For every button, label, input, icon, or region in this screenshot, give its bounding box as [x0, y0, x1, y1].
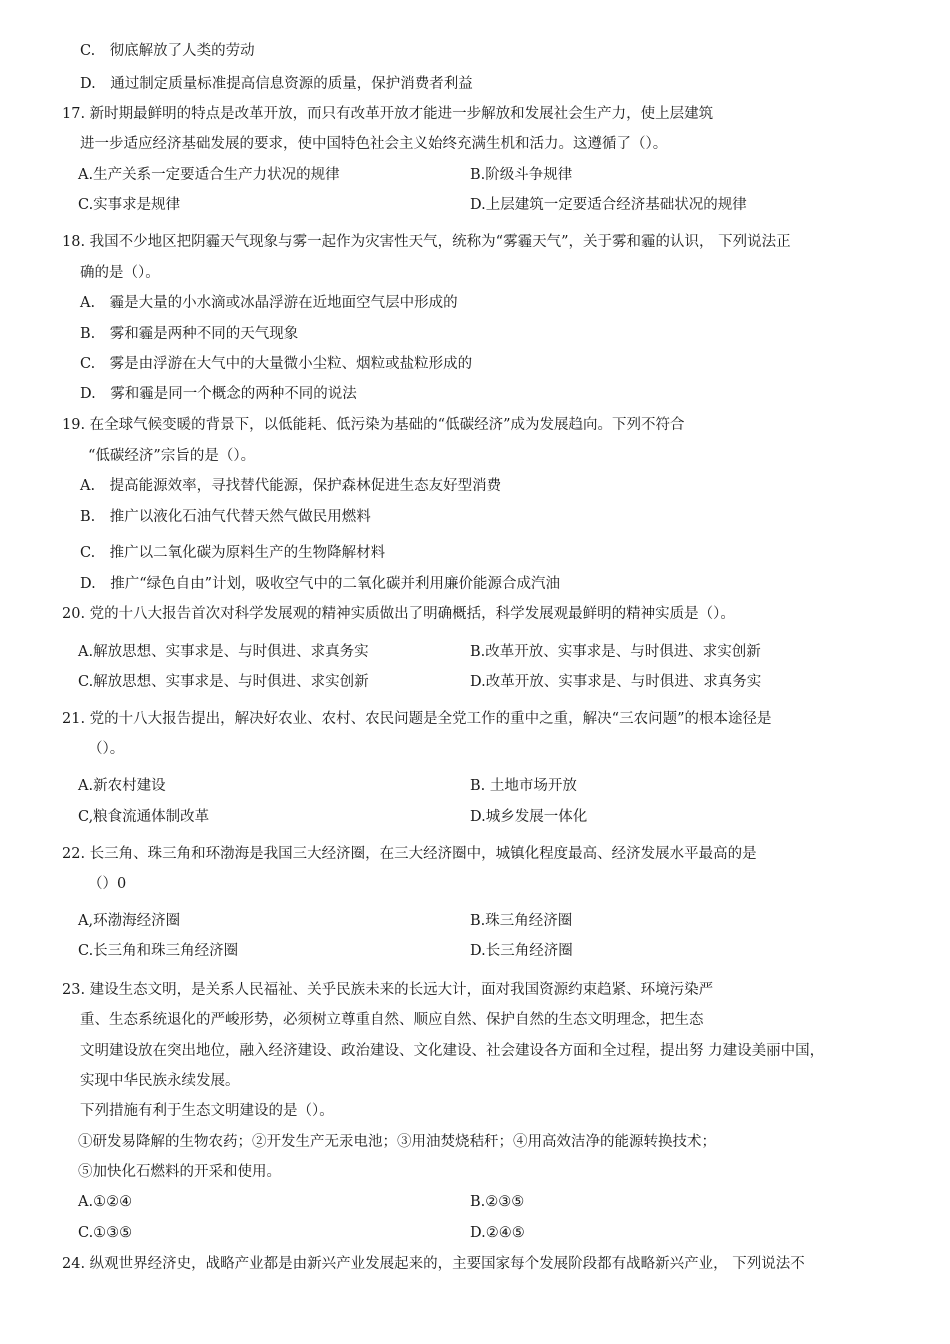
q23-option-d: D.②④⑤ [470, 1225, 525, 1241]
q21-stem-line2: （）。 [88, 741, 125, 757]
q17-option-a: A.生产关系一定要适合生产力状况的规律 [78, 167, 340, 183]
q19-option-a: A. 提高能源效率，寻找替代能源，保护森林促进生态友好型消费 [80, 478, 502, 494]
q23-stem-line2: 重、生态系统退化的严峻形势，必须树立尊重自然、顺应自然、保护自然的生态文明理念，把生态 [80, 1012, 704, 1028]
q17-stem-line2: 进一步适应经济基础发展的要求，使中国特色社会主义始终充满生机和活力。这遵循了（）。 [80, 136, 668, 152]
q20-option-d: D.改革开放、实事求是、与时俱进、求真务实 [470, 674, 762, 690]
q17-option-b: B.阶级斗争规律 [470, 167, 573, 183]
q21-option-a: A.新农村建设 [78, 778, 166, 794]
q18-option-c: C. 雾是由浮游在大气中的大量微小尘粒、烟粒或盐粒形成的 [80, 356, 473, 372]
q18-stem-line1: 18. 我国不少地区把阴霾天气现象与雾一起作为灾害性天气，统称为“雾霾天气”，关于雾和霾的认识， 下列说法正 [62, 234, 791, 250]
q22-stem-line2: （）0 [88, 876, 127, 892]
q21-option-c: C,粮食流通体制改革 [78, 809, 210, 825]
q18-stem-line2: 确的是（）。 [80, 265, 160, 281]
q17-stem-line1: 17. 新时期最鲜明的特点是改革开放，而只有改革开放才能进一步解放和发展社会生产力，使上层建筑 [62, 106, 714, 122]
q23-stem-line3: 文明建设放在突出地位，融入经济建设、政治建设、文化建设、社会建设各方面和全过程，提出努 力建设美丽中国， [80, 1043, 825, 1059]
q19-stem-line2: “低碳经济”宗旨的是（）。 [88, 448, 256, 464]
q20-stem-line1: 20. 党的十八大报告首次对科学发展观的精神实质做出了明确概括，科学发展观最鲜明的精神实质是（）。 [62, 606, 735, 622]
q23-option-c: C.①③⑤ [78, 1225, 133, 1241]
q23-stem-line4: 实现中华民族永续发展。 [80, 1073, 240, 1089]
q23-option-b: B.②③⑤ [470, 1194, 525, 1210]
q19-stem-line1: 19. 在全球气候变暖的背景下，以低能耗、低污染为基础的“低碳经济”成为发展趋向。下列不符合 [62, 417, 685, 433]
q23-stem-line7: ⑤加快化石燃料的开采和使用。 [78, 1164, 281, 1180]
q23-stem-line5: 下列措施有利于生态文明建设的是（）。 [80, 1103, 334, 1119]
q18-option-a: A. 霾是大量的小水滴或冰晶浮游在近地面空气层中形成的 [80, 295, 458, 311]
q17-option-d: D.上层建筑一定要适合经济基础状况的规律 [470, 197, 747, 213]
q23-stem-line1: 23. 建设生态文明，是关系人民福祉、关乎民族未来的长远大计，面对我国资源约束趋紧、环境污染严 [62, 982, 714, 998]
q21-option-d: D.城乡发展一体化 [470, 809, 588, 825]
q19-option-c: C. 推广以二氧化碳为原料生产的生物降解材料 [80, 545, 386, 561]
q22-option-b: B.珠三角经济圈 [470, 913, 573, 929]
q19-option-b: B. 推广以液化石油气代替天然气做民用燃料 [80, 509, 371, 525]
q22-stem-line1: 22. 长三角、珠三角和环渤海是我国三大经济圈，在三大经济圈中，城镇化程度最高、经济发展水平最高的是 [62, 846, 757, 862]
q16-option-d: D. 通过制定质量标准提高信息资源的质量，保护消费者利益 [80, 76, 473, 92]
q24-stem-line1: 24. 纵观世界经济史，战略产业都是由新兴产业发展起来的，主要国家每个发展阶段都有战略新兴产业， 下列说法不 [62, 1256, 805, 1272]
q16-option-c: C. 彻底解放了人类的劳动 [80, 43, 255, 59]
q18-option-d: D. 雾和霾是同一个概念的两种不同的说法 [80, 386, 357, 402]
q22-option-d: D.长三角经济圈 [470, 943, 573, 959]
q20-option-a: A.解放思想、实事求是、与时俱进、求真务实 [78, 644, 369, 660]
q23-option-a: A.①②④ [78, 1194, 133, 1210]
q18-option-b: B. 雾和霾是两种不同的天气现象 [80, 326, 299, 342]
q17-option-c: C.实事求是规律 [78, 197, 181, 213]
q21-option-b: B. 土地市场开放 [470, 778, 577, 794]
q22-option-a: A,环渤海经济圈 [78, 913, 181, 929]
q22-option-c: C.长三角和珠三角经济圈 [78, 943, 239, 959]
q23-stem-line6: ①研发易降解的生物农药；②开发生产无汞电池；③用油焚烧秸秆；④用高效洁净的能源转换技术； [78, 1134, 716, 1150]
q21-stem-line1: 21. 党的十八大报告提出，解决好农业、农村、农民问题是全党工作的重中之重，解决“三农问题”的根本途径是 [62, 711, 772, 727]
q20-option-b: B.改革开放、实事求是、与时俱进、求实创新 [470, 644, 761, 660]
q19-option-d: D. 推广“绿色自由”计划，吸收空气中的二氧化碳并利用廉价能源合成汽油 [80, 576, 561, 592]
q20-option-c: C.解放思想、实事求是、与时俱进、求实创新 [78, 674, 369, 690]
